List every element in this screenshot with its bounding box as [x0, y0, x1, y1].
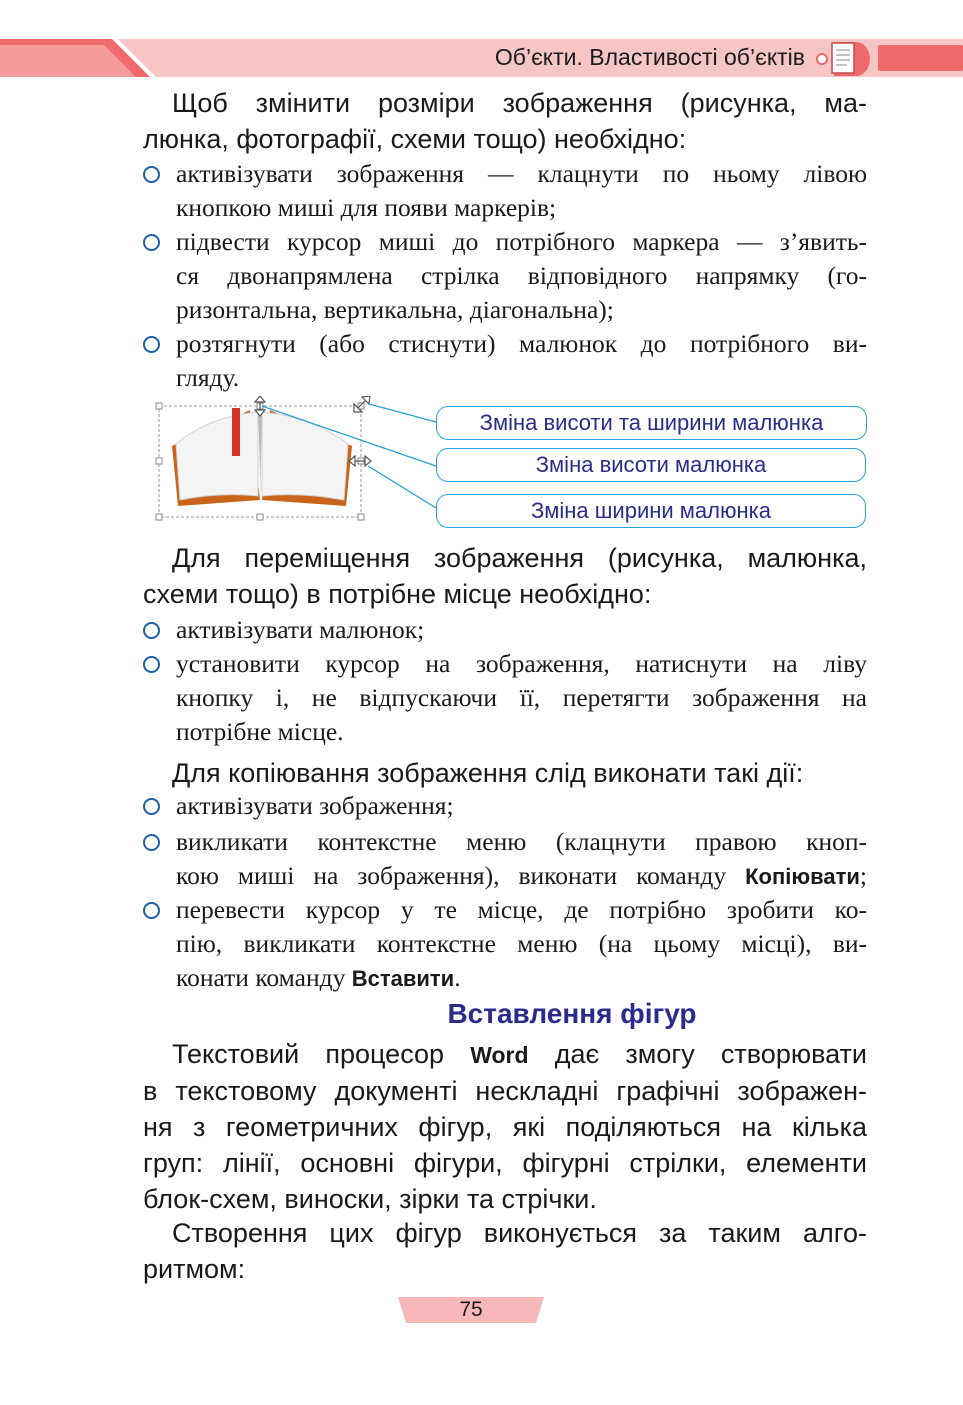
- bullet-circle-icon: [143, 336, 160, 353]
- shapes-paragraph-1: [143, 1036, 867, 1217]
- bullet-circle-icon: [143, 798, 160, 815]
- line-text: дає змогу створювати: [528, 1039, 867, 1069]
- text-line: Створення цих фігур виконується за таким алго-: [172, 1218, 867, 1248]
- text-line: Для копіювання зображення слід виконати такі дії:: [172, 758, 804, 788]
- line-text: ;: [859, 861, 867, 890]
- bullet-circle-icon: [143, 902, 160, 919]
- text-line: установити курсор на зображення, натиснути на ліву: [176, 649, 867, 678]
- callout-width: Зміна ширини малюнка: [436, 494, 866, 528]
- text-line: в текстовому документі нескладні графічні зображен-: [143, 1076, 867, 1106]
- resize-bullet-3: [176, 327, 867, 395]
- text-line: Для переміщення зображення (рисунка, малюнка,: [172, 543, 867, 573]
- command-copy: Копіювати: [745, 864, 860, 889]
- text-line: активізувати малюнок;: [176, 615, 425, 644]
- line-text: конати команду: [176, 963, 352, 992]
- document-icon: [812, 38, 872, 80]
- resize-bullet-1: [176, 157, 867, 225]
- resize-intro-paragraph: [143, 85, 867, 157]
- text-line: розтягнути (або стиснути) малюнок до потрібного ви-: [176, 329, 867, 358]
- text-line: [143, 1036, 867, 1073]
- move-intro-paragraph: [143, 540, 867, 612]
- bullet-circle-icon: [143, 166, 160, 183]
- text-line: люнка, фотографії, схеми тощо) необхідно:: [143, 124, 687, 154]
- bullet-circle-icon: [143, 834, 160, 851]
- book-figure: [150, 396, 450, 526]
- header-title: Об’єкти. Властивості об’єктів: [494, 44, 805, 70]
- text-line: блок-схем, виноски, зірки та стрічки.: [143, 1184, 597, 1214]
- text-line: потрібне місце.: [176, 717, 344, 746]
- callout-height-width: Зміна висоти та ширини малюнка: [436, 406, 867, 440]
- copy-bullet-1: [176, 789, 867, 823]
- text-line: кнопку і, не відпускаючи її, перетягти зображення на: [176, 683, 867, 712]
- text-line: викликати контекстне меню (клацнути правою кноп-: [176, 827, 867, 856]
- text-line: груп: лінії, основні фігури, фігурні стрілки, елементи: [143, 1148, 867, 1178]
- text-line: [176, 961, 867, 996]
- text-line: Щоб змінити розміри зображення (рисунка, ма-: [172, 88, 867, 118]
- command-paste: Вставити: [351, 966, 455, 991]
- text-line: активізувати зображення — клацнути по ньому лівою: [176, 159, 867, 188]
- text-line: пію, викликати контекстне меню (на цьому місці), ви-: [176, 929, 867, 958]
- text-line: ня з геометричних фігур, які поділяються на кілька: [143, 1112, 867, 1142]
- line-text: .: [454, 963, 461, 992]
- bullet-circle-icon: [143, 656, 160, 673]
- text-line: ритмом:: [143, 1254, 246, 1284]
- resize-handle[interactable]: [156, 514, 162, 520]
- move-bullet-2: [176, 647, 867, 749]
- text-line: перевести курсор у те місце, де потрібно зробити ко-: [176, 895, 867, 924]
- line-text: Текстовий процесор: [172, 1039, 471, 1069]
- text-line: [176, 859, 867, 894]
- callout-height: Зміна висоти малюнка: [436, 448, 866, 482]
- text-line: кнопкою миші для появи маркерів;: [176, 193, 557, 222]
- page-number: 75: [459, 1298, 483, 1321]
- resize-handle[interactable]: [358, 514, 364, 520]
- section-heading: Вставлення фігур: [447, 998, 697, 1029]
- resize-handle[interactable]: [257, 514, 263, 520]
- text-line: гляду.: [176, 363, 240, 392]
- resize-handle[interactable]: [156, 458, 162, 464]
- text-line: активізувати зображення;: [176, 791, 454, 820]
- line-text: кою миші на зображення), виконати команду: [176, 861, 746, 890]
- bullet-circle-icon: [143, 234, 160, 251]
- copy-bullet-3: [176, 893, 867, 996]
- copy-intro-paragraph: [143, 755, 867, 791]
- open-book-icon: [172, 408, 352, 506]
- shapes-paragraph-2: [143, 1215, 867, 1287]
- text-line: підвести курсор миші до потрібного маркера — з’явить-: [176, 227, 867, 256]
- resize-bullet-2: [176, 225, 867, 327]
- text-line: схеми тощо) в потрібне місце необхідно:: [143, 579, 652, 609]
- bullet-circle-icon: [143, 622, 160, 639]
- resize-handle[interactable]: [156, 403, 162, 409]
- text-line: ся двонапрямлена стрілка відповідного напрямку (го-: [176, 261, 867, 290]
- move-bullet-1: [176, 613, 867, 647]
- diagonal-resize-arrow-icon: [354, 396, 370, 412]
- copy-bullet-2: [176, 825, 867, 894]
- text-line: ризонтальна, вертикальна, діагональна);: [176, 295, 614, 324]
- word-app-name: Word: [470, 1042, 529, 1068]
